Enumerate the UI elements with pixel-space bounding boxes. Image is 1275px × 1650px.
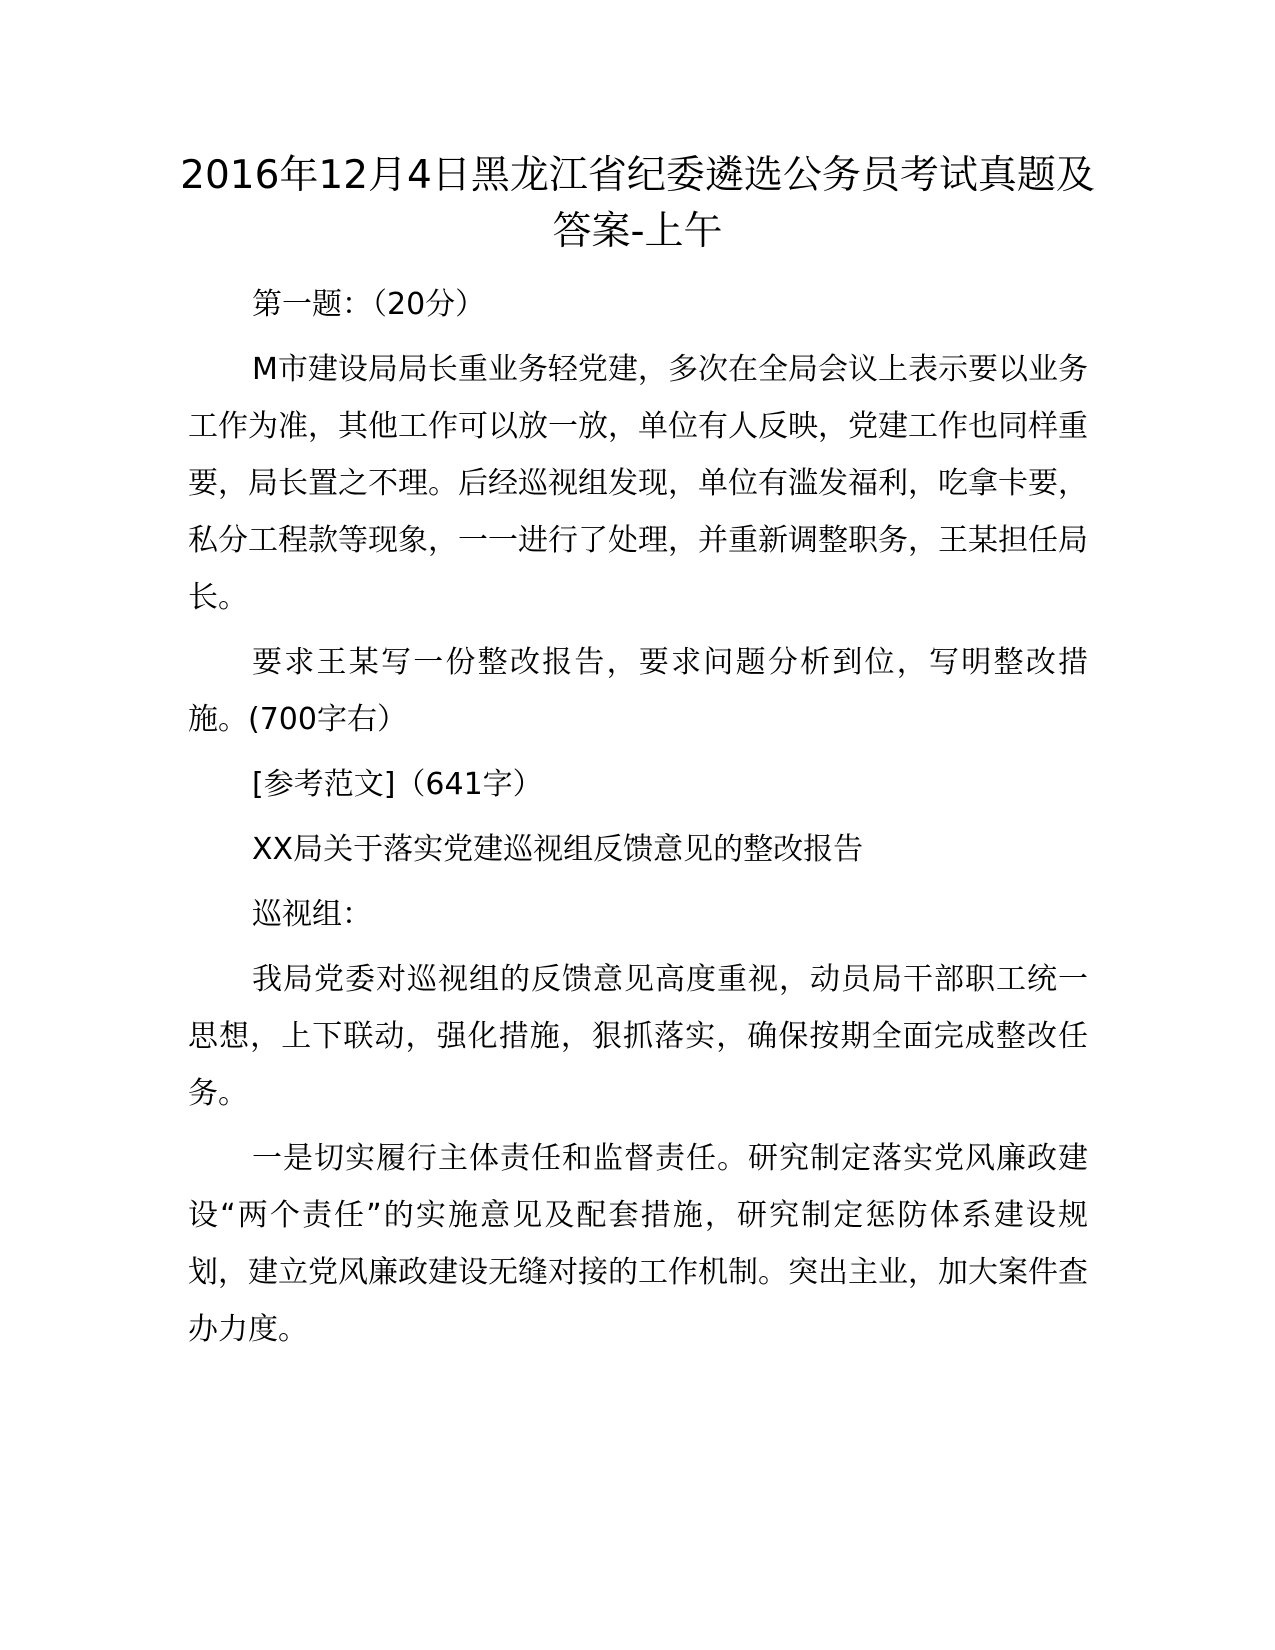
document-title: 2016年12月4日黑龙江省纪委遴选公务员考试真题及答案-上午 bbox=[180, 153, 1095, 254]
reference-answer-heading: [参考范文]（641字） bbox=[252, 767, 543, 802]
report-salutation: 巡视组： bbox=[252, 897, 372, 932]
report-title: XX局关于落实党建巡视组反馈意见的整改报告 bbox=[252, 832, 864, 867]
document-body bbox=[188, 276, 1088, 1366]
question-requirement-paragraph: 要求王某写一份整改报告，要求问题分析到位，写明整改措施。(700字右） bbox=[188, 645, 1088, 737]
question-heading: 第一题：（20分） bbox=[252, 287, 486, 322]
question-material-paragraph: M市建设局局长重业务轻党建，多次在全局会议上表示要以业务工作为准，其他工作可以放一放，单位有人反映，党建工作也同样重要，局长置之不理。后经巡视组发现，单位有滥发福利，吃拿卡要，私分工程款等现象，一一进行了处理，并重新调整职务，王某担任局长。 bbox=[188, 352, 1088, 615]
report-point-one-paragraph: 一是切实履行主体责任和监督责任。研究制定落实党风廉政建设“两个责任”的实施意见及配套措施，研究制定惩防体系建设规划，建立党风廉政建设无缝对接的工作机制。突出主业，加大案件查办力度。 bbox=[188, 1141, 1088, 1347]
report-intro-paragraph: 我局党委对巡视组的反馈意见高度重视，动员局干部职工统一思想，上下联动，强化措施，狠抓落实，确保按期全面完成整改任务。 bbox=[188, 962, 1088, 1111]
